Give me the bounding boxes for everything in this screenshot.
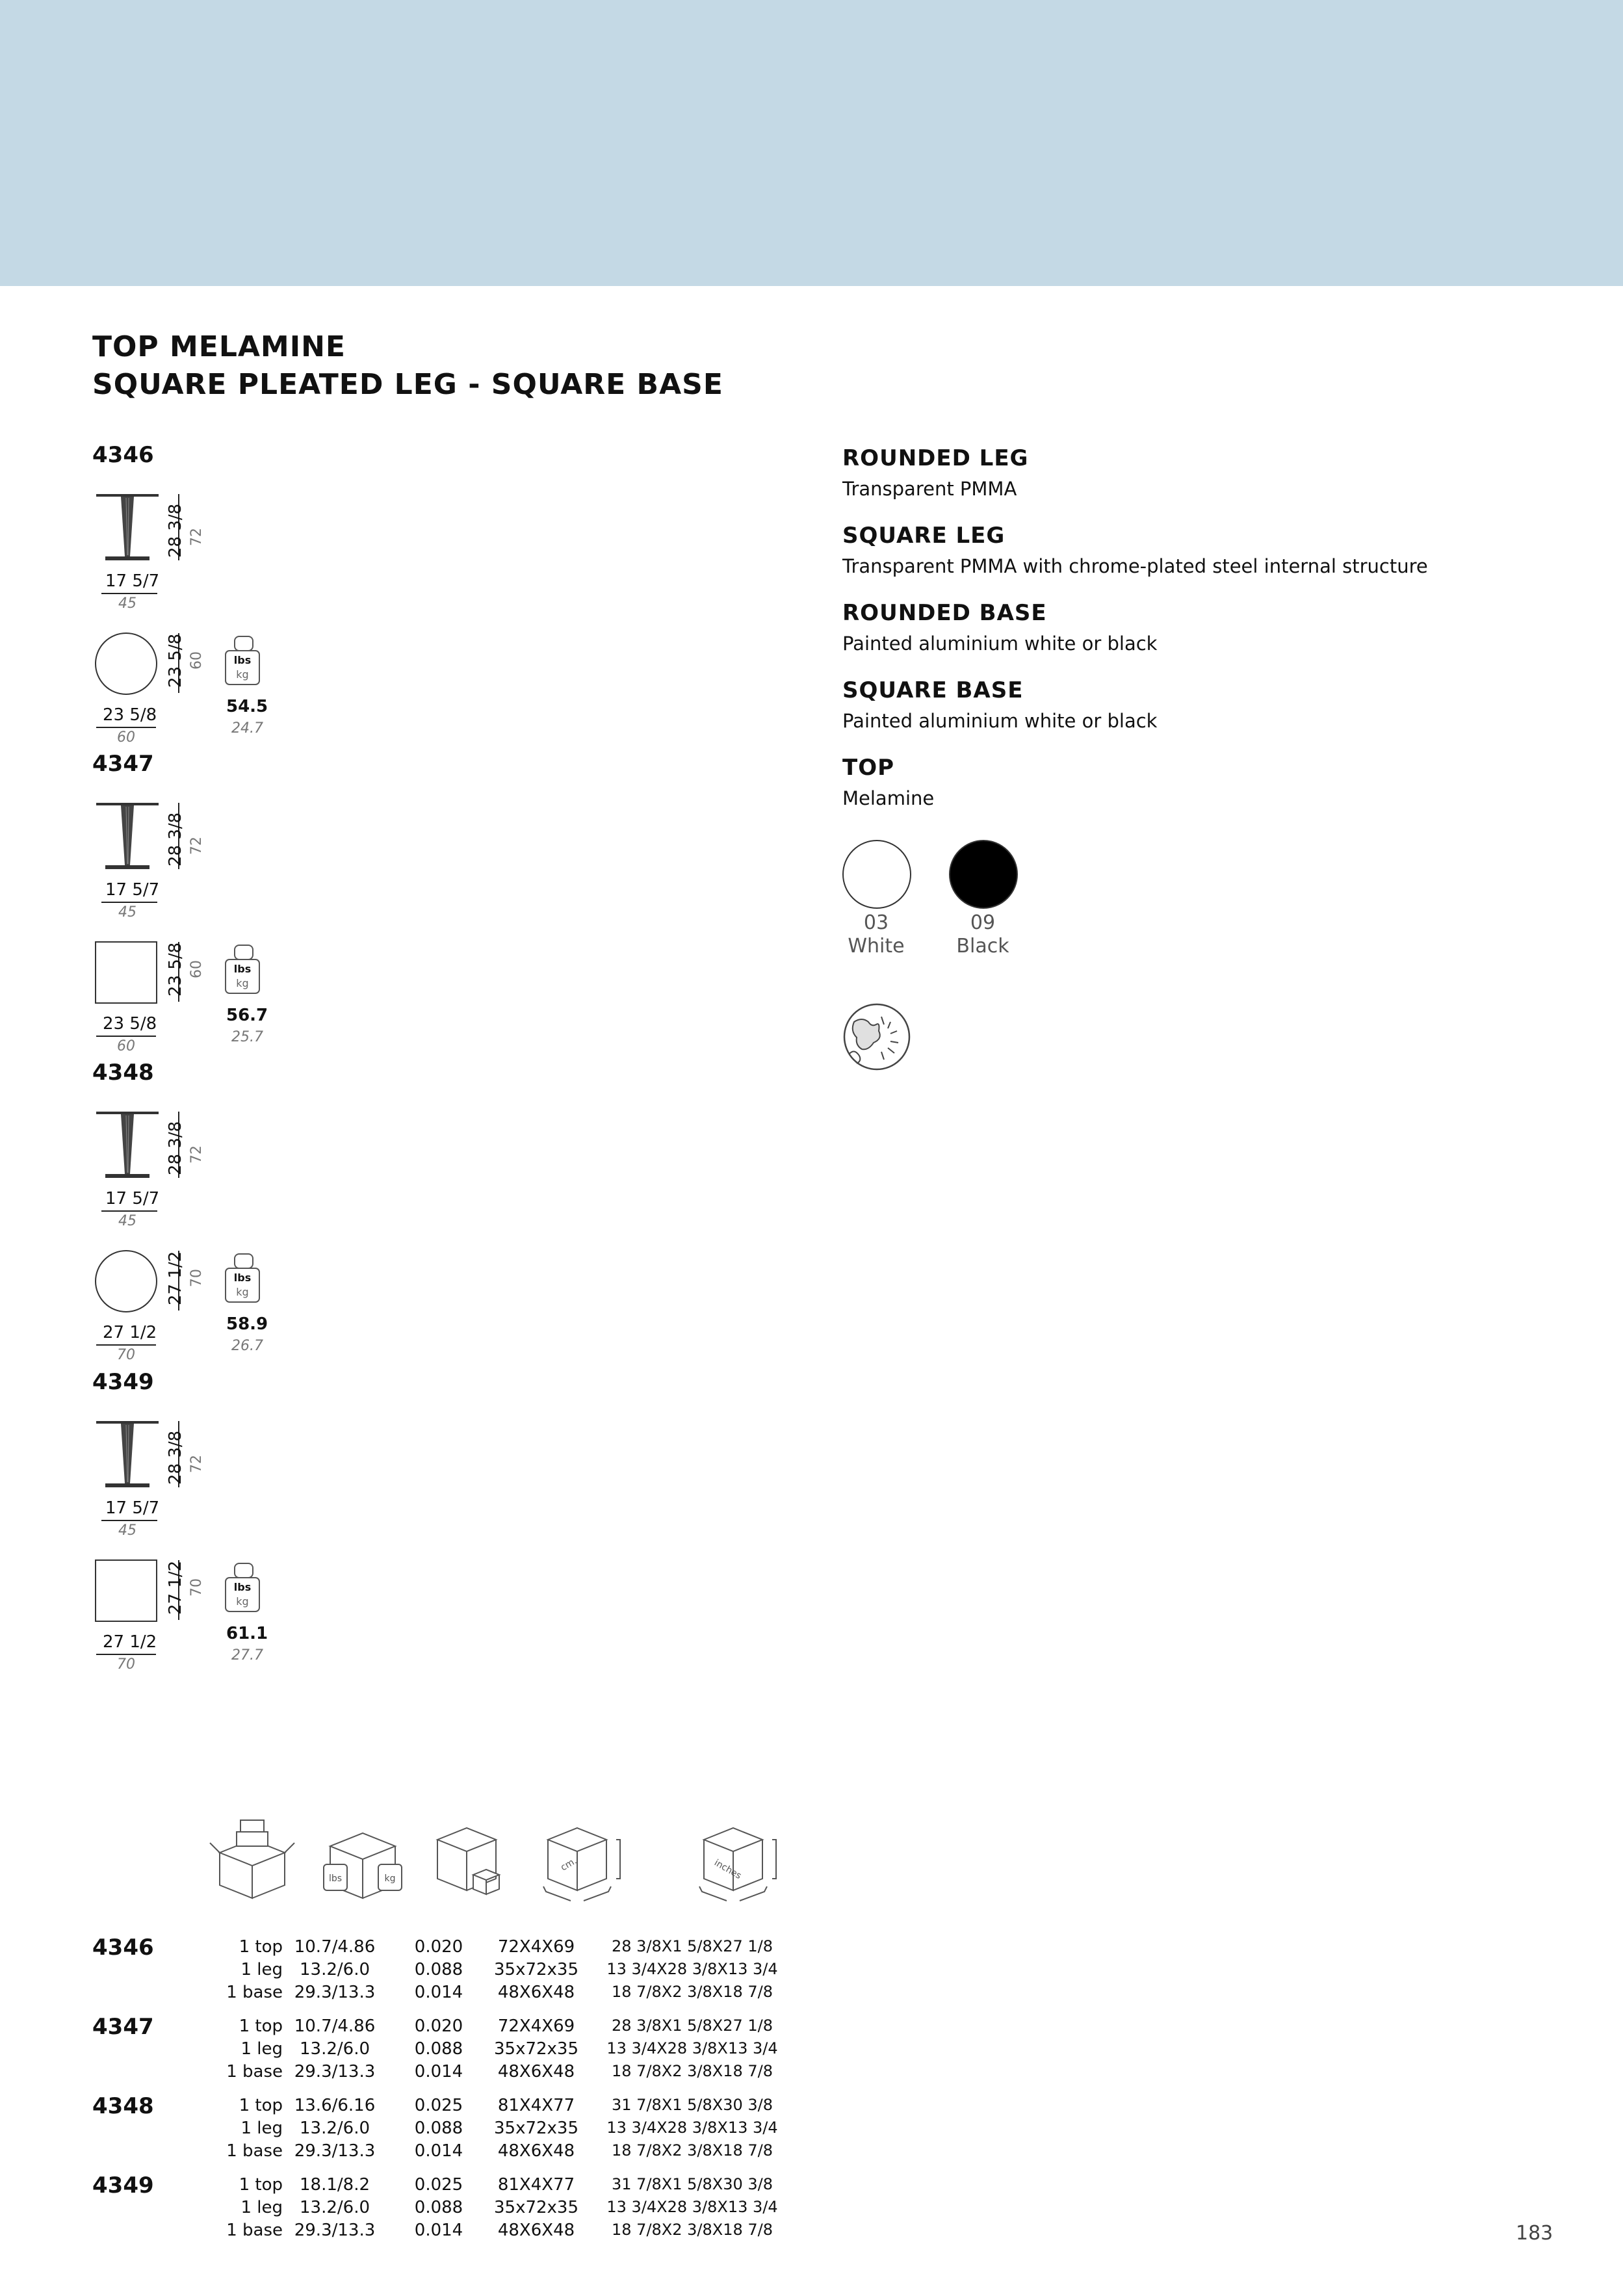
packaging-size-cm: 72X4X69 bbox=[497, 2016, 575, 2036]
packaging-row bbox=[185, 2119, 809, 2141]
packaging-weight: 10.7/4.86 bbox=[294, 2016, 376, 2036]
table-top-plan-view bbox=[95, 1559, 157, 1622]
weight-icon-lbs-label: lbs bbox=[233, 1581, 252, 1593]
packaging-weight: 29.3/13.3 bbox=[294, 2062, 376, 2081]
table-side-view bbox=[96, 803, 159, 874]
packaging-size-inches: 13 3/4X28 3/8X13 3/4 bbox=[606, 1960, 778, 1978]
packaging-size-inches: 18 7/8X2 3/8X18 7/8 bbox=[612, 1983, 773, 2001]
base-cm-label: 45 bbox=[118, 595, 136, 612]
packaging-weight: 13.2/6.0 bbox=[300, 2039, 370, 2059]
top-width-dimension-line bbox=[96, 727, 156, 728]
packaging-size-cm: 48X6X48 bbox=[497, 2062, 575, 2081]
weight-kg-value: 25.7 bbox=[231, 1029, 263, 1045]
top-width-cm-label: 60 bbox=[117, 1038, 135, 1054]
packaging-row bbox=[185, 2175, 809, 2197]
packaging-size-inches: 18 7/8X2 3/8X18 7/8 bbox=[612, 2062, 773, 2080]
base-dimension-line bbox=[101, 902, 157, 903]
packaging-size-cm: 35x72x35 bbox=[493, 2198, 579, 2217]
weight-icon-kg-label: kg bbox=[236, 668, 249, 681]
top-depth-cm-label: 60 bbox=[188, 960, 205, 978]
base-inches-label: 17 5/7 bbox=[105, 1189, 160, 1208]
packaging-row bbox=[185, 2221, 809, 2243]
base-cm-label: 45 bbox=[118, 1522, 136, 1539]
packaging-row bbox=[185, 2016, 809, 2039]
table-side-view bbox=[96, 494, 159, 566]
packaging-part: 1 leg bbox=[240, 2198, 283, 2217]
top-depth-inches-label: 23 5/8 bbox=[166, 633, 185, 688]
table-side-view bbox=[96, 1112, 159, 1183]
product-code: 4349 bbox=[92, 1369, 154, 1395]
packaging-size-cm: 35x72x35 bbox=[493, 1960, 579, 1979]
weight-icon-lbs-label: lbs bbox=[233, 654, 252, 666]
packaging-part: 1 base bbox=[226, 1983, 283, 2002]
top-width-cm-label: 70 bbox=[117, 1656, 135, 1673]
base-inches-label: 17 5/7 bbox=[105, 880, 160, 900]
packaging-weight: 13.6/6.16 bbox=[294, 2096, 376, 2115]
packaging-size-inches: 13 3/4X28 3/8X13 3/4 bbox=[606, 2198, 778, 2216]
packaging-volume: 0.014 bbox=[414, 2062, 463, 2081]
spec-text: Painted aluminium white or black bbox=[842, 710, 1158, 732]
spec-text: Painted aluminium white or black bbox=[842, 633, 1158, 655]
product-block bbox=[92, 1369, 365, 1678]
top-width-inches-label: 27 1/2 bbox=[103, 1632, 157, 1652]
page-title bbox=[92, 328, 723, 404]
top-width-inches-label: 23 5/8 bbox=[103, 705, 157, 725]
weight-icon bbox=[225, 1577, 260, 1612]
packaging-size-cm: 72X4X69 bbox=[497, 1937, 575, 1957]
product-block bbox=[92, 1060, 365, 1368]
scratch-resistant-icon bbox=[842, 1002, 911, 1071]
top-depth-cm-label: 60 bbox=[188, 651, 205, 670]
finish-code: 09 bbox=[970, 911, 996, 934]
packaging-volume: 0.020 bbox=[414, 2016, 463, 2036]
height-inches-label: 28 3/8 bbox=[166, 1121, 185, 1175]
height-cm-label: 72 bbox=[188, 837, 205, 855]
packaging-volume: 0.088 bbox=[414, 2039, 463, 2059]
finish-swatch bbox=[949, 840, 1018, 909]
height-cm-label: 72 bbox=[188, 1455, 205, 1473]
top-depth-inches-label: 23 5/8 bbox=[166, 942, 185, 997]
package-size-inches-icon bbox=[688, 1814, 798, 1907]
packaging-size-cm: 48X6X48 bbox=[497, 2141, 575, 2161]
product-block bbox=[92, 442, 365, 751]
spec-text: Melamine bbox=[842, 787, 935, 809]
product-code: 4348 bbox=[92, 1060, 154, 1086]
weight-kg-value: 24.7 bbox=[231, 720, 263, 737]
weight-lbs-value: 61.1 bbox=[226, 1624, 268, 1643]
packaging-size-cm: 48X6X48 bbox=[497, 2221, 575, 2240]
finish-code: 03 bbox=[863, 911, 889, 934]
product-code: 4346 bbox=[92, 442, 154, 468]
packaging-row bbox=[185, 1937, 809, 1959]
package-weight-icon bbox=[317, 1814, 415, 1907]
height-inches-label: 28 3/8 bbox=[166, 503, 185, 558]
packaging-part: 1 top bbox=[239, 2016, 283, 2036]
packaging-part: 1 top bbox=[239, 2175, 283, 2195]
product-block bbox=[92, 751, 365, 1060]
packaging-row bbox=[185, 2198, 809, 2220]
top-width-dimension-line bbox=[96, 1344, 156, 1346]
weight-lbs-value: 54.5 bbox=[226, 697, 268, 716]
packaging-weight: 29.3/13.3 bbox=[294, 2141, 376, 2161]
top-width-dimension-line bbox=[96, 1036, 156, 1037]
packaging-part: 1 base bbox=[226, 2062, 283, 2081]
table-side-view bbox=[96, 1421, 159, 1493]
top-width-dimension-line bbox=[96, 1654, 156, 1655]
table-top-plan-view bbox=[95, 1250, 157, 1312]
packaging-weight: 13.2/6.0 bbox=[300, 2119, 370, 2138]
spec-heading: ROUNDED BASE bbox=[842, 600, 1047, 626]
packaging-volume: 0.020 bbox=[414, 1937, 463, 1957]
base-cm-label: 45 bbox=[118, 904, 136, 920]
packaging-part: 1 base bbox=[226, 2221, 283, 2240]
base-inches-label: 17 5/7 bbox=[105, 1498, 160, 1518]
packaging-volume: 0.088 bbox=[414, 1960, 463, 1979]
weight-icon-lbs-label: lbs bbox=[233, 963, 252, 975]
packaging-volume: 0.014 bbox=[414, 2141, 463, 2161]
weight-icon-handle bbox=[234, 1253, 253, 1269]
base-cm-label: 45 bbox=[118, 1213, 136, 1229]
weight-icon-kg-label: kg bbox=[236, 977, 249, 989]
table-top-plan-view bbox=[95, 941, 157, 1004]
packaging-row bbox=[185, 1983, 809, 2005]
top-depth-inches-label: 27 1/2 bbox=[166, 1251, 185, 1305]
packaging-row bbox=[185, 1960, 809, 1982]
weight-icon-kg-label: kg bbox=[236, 1286, 249, 1298]
packaging-weight: 10.7/4.86 bbox=[294, 1937, 376, 1957]
packaging-size-inches: 13 3/4X28 3/8X13 3/4 bbox=[606, 2119, 778, 2137]
weight-icon bbox=[225, 1268, 260, 1303]
packaging-size-inches: 28 3/8X1 5/8X27 1/8 bbox=[612, 2016, 773, 2035]
weight-lbs-value: 58.9 bbox=[226, 1314, 268, 1334]
table-top-plan-view bbox=[95, 633, 157, 695]
spec-heading: TOP bbox=[842, 755, 895, 781]
base-dimension-line bbox=[101, 593, 157, 594]
finish-name: White bbox=[848, 935, 905, 958]
packaging-volume: 0.088 bbox=[414, 2119, 463, 2138]
packaging-size-inches: 13 3/4X28 3/8X13 3/4 bbox=[606, 2039, 778, 2057]
base-inches-label: 17 5/7 bbox=[105, 571, 160, 591]
packaging-part: 1 leg bbox=[240, 2039, 283, 2059]
packaging-row bbox=[185, 2062, 809, 2084]
header-band bbox=[0, 0, 1623, 286]
weight-icon-handle bbox=[234, 945, 253, 960]
weight-kg-value: 27.7 bbox=[231, 1647, 263, 1663]
top-width-cm-label: 60 bbox=[117, 729, 135, 746]
weight-lbs-value: 56.7 bbox=[226, 1006, 268, 1025]
weight-icon-kg-label: kg bbox=[236, 1595, 249, 1608]
packaging-part: 1 top bbox=[239, 2096, 283, 2115]
spec-heading: SQUARE BASE bbox=[842, 677, 1024, 703]
packaging-size-inches: 18 7/8X2 3/8X18 7/8 bbox=[612, 2141, 773, 2159]
packaging-part: 1 base bbox=[226, 2141, 283, 2161]
packaging-volume: 0.025 bbox=[414, 2096, 463, 2115]
packaging-size-cm: 81X4X77 bbox=[497, 2175, 575, 2195]
packaging-icons bbox=[207, 1814, 824, 1911]
packaging-product-code: 4346 bbox=[92, 1935, 154, 1961]
packaging-weight: 29.3/13.3 bbox=[294, 1983, 376, 2002]
packaging-size-cm: 35x72x35 bbox=[493, 2119, 579, 2138]
height-cm-label: 72 bbox=[188, 528, 205, 546]
spec-text: Transparent PMMA bbox=[842, 478, 1017, 500]
title-line-2: SQUARE PLEATED LEG - SQUARE BASE bbox=[92, 368, 723, 401]
top-depth-cm-label: 70 bbox=[188, 1269, 205, 1287]
height-inches-label: 28 3/8 bbox=[166, 812, 185, 867]
package-size-inches-label: inches bbox=[712, 1857, 744, 1882]
packaging-row bbox=[185, 2039, 809, 2061]
packaging-size-inches: 31 7/8X1 5/8X30 3/8 bbox=[612, 2175, 773, 2193]
package-volume-icon bbox=[428, 1814, 512, 1907]
packaging-weight: 13.2/6.0 bbox=[300, 2198, 370, 2217]
weight-icon-lbs-label: lbs bbox=[233, 1272, 252, 1284]
packaging-weight: 18.1/8.2 bbox=[300, 2175, 370, 2195]
weight-icon-handle bbox=[234, 636, 253, 651]
packaging-volume: 0.014 bbox=[414, 1983, 463, 2002]
packaging-weight: 13.2/6.0 bbox=[300, 1960, 370, 1979]
packaging-volume: 0.014 bbox=[414, 2221, 463, 2240]
spec-heading: SQUARE LEG bbox=[842, 523, 1006, 549]
packaging-part: 1 leg bbox=[240, 2119, 283, 2138]
packaging-product-code: 4349 bbox=[92, 2172, 154, 2198]
packaging-product-code: 4347 bbox=[92, 2014, 154, 2040]
finish-swatch bbox=[842, 840, 911, 909]
packaging-volume: 0.088 bbox=[414, 2198, 463, 2217]
package-contents-icon bbox=[207, 1814, 298, 1907]
weight-icon bbox=[225, 959, 260, 994]
packaging-size-cm: 81X4X77 bbox=[497, 2096, 575, 2115]
height-inches-label: 28 3/8 bbox=[166, 1430, 185, 1485]
height-cm-label: 72 bbox=[188, 1145, 205, 1164]
top-depth-cm-label: 70 bbox=[188, 1578, 205, 1597]
packaging-size-cm: 48X6X48 bbox=[497, 1983, 575, 2002]
packaging-row bbox=[185, 2141, 809, 2163]
packaging-size-inches: 28 3/8X1 5/8X27 1/8 bbox=[612, 1937, 773, 1955]
packaging-volume: 0.025 bbox=[414, 2175, 463, 2195]
title-line-1: TOP MELAMINE bbox=[92, 330, 346, 363]
weight-icon-handle bbox=[234, 1563, 253, 1578]
packaging-weight: 29.3/13.3 bbox=[294, 2221, 376, 2240]
package-size-cm-label: cm. bbox=[559, 1855, 579, 1873]
base-dimension-line bbox=[101, 1210, 157, 1212]
spec-text: Transparent PMMA with chrome-plated steel internal structure bbox=[842, 555, 1428, 577]
packaging-part: 1 top bbox=[239, 1937, 283, 1957]
packaging-size-inches: 31 7/8X1 5/8X30 3/8 bbox=[612, 2096, 773, 2114]
packaging-size-inches: 18 7/8X2 3/8X18 7/8 bbox=[612, 2221, 773, 2239]
page-number: 183 bbox=[1516, 2222, 1553, 2245]
packaging-product-code: 4348 bbox=[92, 2093, 154, 2119]
finish-name: Black bbox=[956, 935, 1009, 958]
top-width-inches-label: 27 1/2 bbox=[103, 1323, 157, 1342]
package-size-cm-icon bbox=[532, 1814, 642, 1907]
top-width-cm-label: 70 bbox=[117, 1347, 135, 1363]
product-code: 4347 bbox=[92, 751, 154, 777]
packaging-part: 1 leg bbox=[240, 1960, 283, 1979]
spec-heading: ROUNDED LEG bbox=[842, 445, 1029, 471]
package-weight-kg-label: kg bbox=[384, 1873, 396, 1884]
packaging-size-cm: 35x72x35 bbox=[493, 2039, 579, 2059]
top-width-inches-label: 23 5/8 bbox=[103, 1014, 157, 1034]
package-weight-lbs-label: lbs bbox=[328, 1873, 343, 1884]
weight-kg-value: 26.7 bbox=[231, 1338, 263, 1354]
packaging-row bbox=[185, 2096, 809, 2118]
base-dimension-line bbox=[101, 1520, 157, 1521]
top-depth-inches-label: 27 1/2 bbox=[166, 1560, 185, 1615]
weight-icon bbox=[225, 650, 260, 685]
